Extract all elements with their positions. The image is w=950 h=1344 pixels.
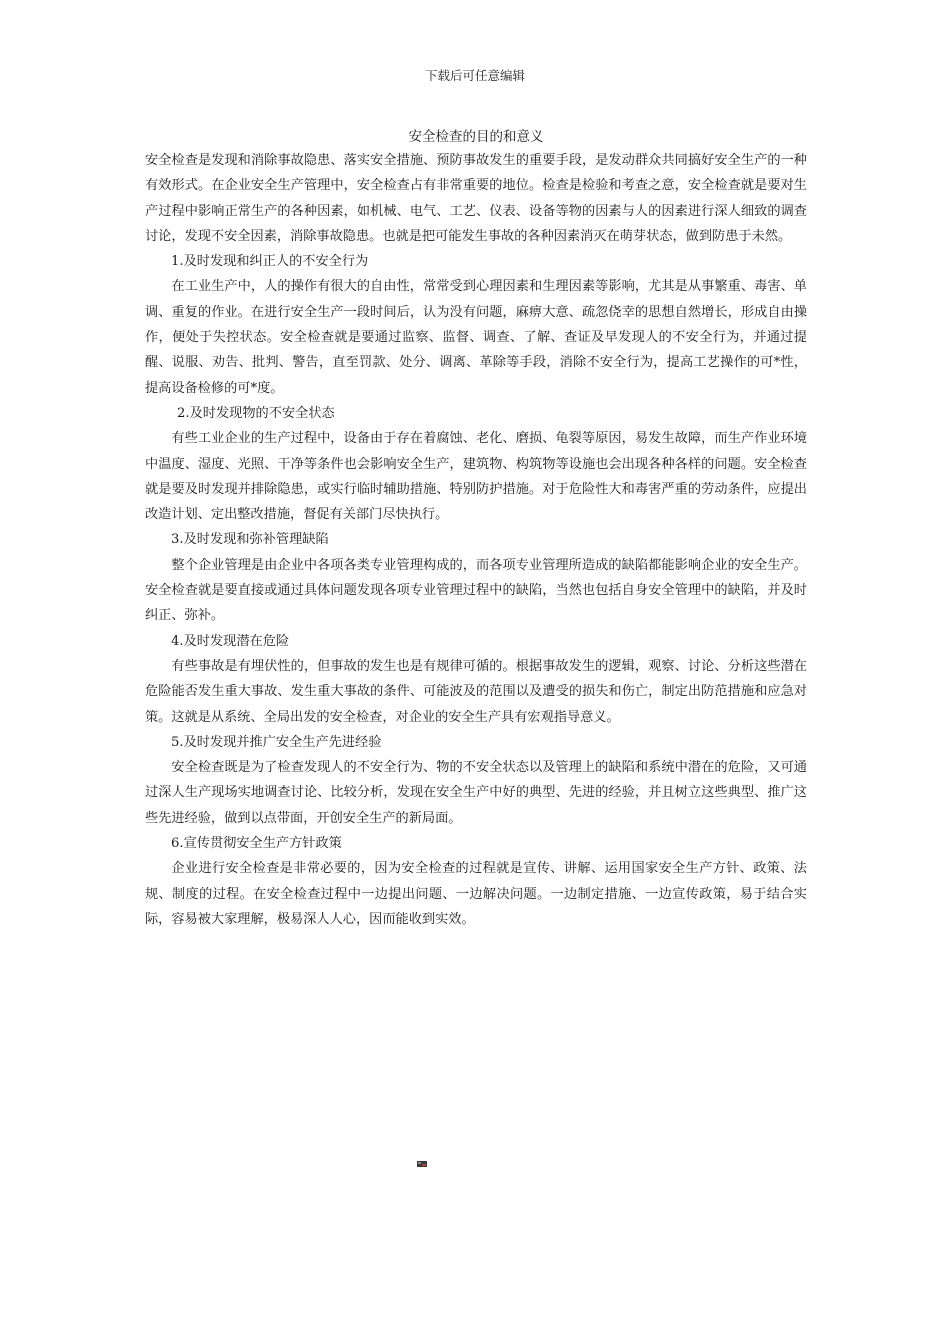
intro-paragraph: 安全检查是发现和消除事故隐患、落实安全措施、预防事故发生的重要手段，是发动群众共同搞好安全生产的一种有效形式。在企业安全生产管理中，安全检查占有非常重要的地位。检查是检验和考查之意，安全检查就是要对生产过程中影响正常生产的各种因素，如机械、电气、工艺、仪表、设备等物的因素与人的因素进行深人细致的调查讨论，发现不安全因素，消除事故隐患。也就是把可能发生事故的各种因素消灭在萌芽状态，做到防患于未然。 xyxy=(145,153,807,244)
section-heading-6: 6.宣传贯彻安全生产方针政策 xyxy=(171,836,342,852)
section-heading-2: 2.及时发现物的不安全状态 xyxy=(177,405,335,421)
section-paragraph-3: 整个企业管理是由企业中各项各类专业管理构成的，而各项专业管理所造成的缺陷都能影响企业的安全生产。安全检查就是要直接或通过具体问题发现各项专业管理过程中的缺陷，当然也包括自身安全管理中的缺陷，并及时纠正、弥补。 xyxy=(145,557,807,624)
section-heading-4: 4.及时发现潜在危险 xyxy=(171,633,290,649)
small-image-icon xyxy=(417,1152,427,1158)
document-title: 安全检查的目的和意义 xyxy=(408,129,544,145)
document-body xyxy=(145,126,807,932)
section-paragraph-1: 在工业生产中，人的操作有很大的自由性，常常受到心理因素和生理因素等影响，尤其是从事繁重、毒害、单调、重复的作业。在进行安全生产一段时间后，认为没有问题，麻痹大意、疏忽侥幸的思想自然增长，形成自由操作，便处于失控状态。安全检查就是要通过监察、监督、调查、了解、查证及早发现人的不安全行为，并通过提醒、说服、劝告、批判、警告，直至罚款、处分、调离、革除等手段，消除不安全行为，提高工艺操作的可*性，提高设备检修的可*度。 xyxy=(145,279,807,396)
section-paragraph-2: 有些工业企业的生产过程中，设备由于存在着腐蚀、老化、磨损、龟裂等原因，易发生故障，而生产作业环境中温度、湿度、光照、干净等条件也会影响安全生产，建筑物、构筑物等设施也会出现各种各样的问题。安全检查就是要及时发现并排除隐患，或实行临时辅助措施、特别防护措施。对于危险性大和毒害严重的劳动条件，应提出改造计划、定出整改措施，督促有关部门尽快执行。 xyxy=(145,431,807,523)
section-heading-5: 5.及时发现并推广安全生产先进经验 xyxy=(171,734,382,750)
section-paragraph-4: 有些事故是有埋伏性的，但事故的发生也是有规律可循的。根据事故发生的逻辑，观察、讨论、分析这些潜在危险能否发生重大事故、发生重大事故的条件、可能波及的范围以及遭受的损失和伤亡，制定出防范措施和应急对策。这就是从系统、全局出发的安全检查，对企业的安全生产具有宏观指导意义。 xyxy=(145,658,807,725)
section-heading-1: 1.及时发现和纠正人的不安全行为 xyxy=(171,254,369,270)
section-paragraph-6: 企业进行安全检查是非常必要的，因为安全检查的过程就是宣传、讲解、运用国家安全生产方针、政策、法规、制度的过程。在安全检查过程中一边提出问题、一边解决问题。一边制定措施、一边宣传政策，易于结合实际，容易被大家理解，极易深人人心，因而能收到实效。 xyxy=(145,861,807,927)
section-paragraph-5: 安全检查既是为了检查发现人的不安全行为、物的不安全状态以及管理上的缺陷和系统中潜在的危险，又可通过深人生产现场实地调查讨论、比较分析，发现在安全生产中好的典型、先进的经验，并且树立这些典型、推广这些先进经验，做到以点带面，开创安全生产的新局面。 xyxy=(145,760,807,826)
section-heading-3: 3.及时发现和弥补管理缺陷 xyxy=(171,532,329,548)
page-header-note: 下载后可任意编辑 xyxy=(424,68,525,83)
